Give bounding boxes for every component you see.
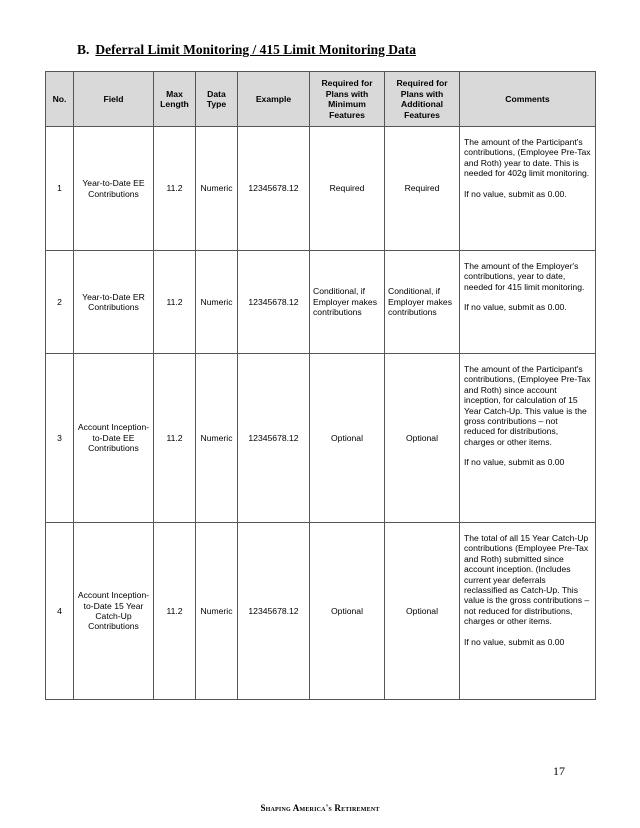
comment-description: The total of all 15 Year Catch-Up contributions (Employee Pre-Tax and Roth) submitted since account inception. (Includes current year deferrals reclassified as Catch-Up. This value is the gross contributions – not reduced for distributions, charges or other items.	[464, 533, 590, 627]
table-row	[46, 251, 596, 354]
table-header-row	[46, 72, 596, 127]
cell-required-minimum: Conditional, if Employer makes contributions	[310, 251, 385, 354]
header-example: Example	[238, 72, 310, 127]
cell-max-length: 11.2	[154, 127, 196, 251]
section-title: Deferral Limit Monitoring / 415 Limit Monitoring Data	[95, 42, 416, 57]
comment-description: The amount of the Participant's contributions, (Employee Pre-Tax and Roth) year to date. This is needed for 402g limit monitoring.	[464, 137, 591, 179]
cell-comments	[460, 251, 596, 354]
cell-required-minimum: Optional	[310, 523, 385, 700]
header-comments: Comments	[460, 72, 596, 127]
page-footer: Shaping America's Retirement	[260, 803, 380, 813]
cell-comments	[460, 127, 596, 251]
comment-description: The amount of the Employer's contributions, year to date, needed for 415 limit monitoring.	[464, 261, 585, 292]
cell-comments	[460, 523, 596, 700]
comment-default-value: If no value, submit as 0.00	[464, 636, 565, 647]
cell-field: Year-to-Date ER Contributions	[74, 251, 154, 354]
cell-required-additional: Conditional, if Employer makes contributions	[385, 251, 460, 354]
cell-field: Account Inception-to-Date 15 Year Catch-Up Contributions	[74, 523, 154, 700]
header-no: No.	[46, 72, 74, 127]
cell-data-type: Numeric	[196, 523, 238, 700]
header-required-additional: Required for Plans with Additional Features	[385, 72, 460, 127]
cell-required-additional: Optional	[385, 354, 460, 523]
cell-max-length: 11.2	[154, 354, 196, 523]
cell-data-type: Numeric	[196, 354, 238, 523]
cell-field: Year-to-Date EE Contributions	[74, 127, 154, 251]
cell-data-type: Numeric	[196, 251, 238, 354]
table-row	[46, 523, 596, 700]
page-number: 17	[553, 764, 565, 778]
cell-example: 12345678.12	[238, 354, 310, 523]
cell-field: Account Inception-to-Date EE Contributions	[74, 354, 154, 523]
cell-no: 2	[46, 251, 74, 354]
cell-required-minimum: Optional	[310, 354, 385, 523]
cell-example: 12345678.12	[238, 127, 310, 251]
cell-comments	[460, 354, 596, 523]
cell-max-length: 11.2	[154, 523, 196, 700]
table-row	[46, 127, 596, 251]
cell-no: 1	[46, 127, 74, 251]
comment-default-value: If no value, submit as 0.00.	[464, 302, 567, 313]
comment-default-value: If no value, submit as 0.00	[464, 457, 565, 468]
header-data-type: Data Type	[196, 72, 238, 127]
cell-required-additional: Required	[385, 127, 460, 251]
header-field: Field	[74, 72, 154, 127]
cell-no: 4	[46, 523, 74, 700]
header-required-minimum: Required for Plans with Minimum Features	[310, 72, 385, 127]
table-row	[46, 354, 596, 523]
cell-required-additional: Optional	[385, 523, 460, 700]
cell-example: 12345678.12	[238, 523, 310, 700]
cell-example: 12345678.12	[238, 251, 310, 354]
cell-max-length: 11.2	[154, 251, 196, 354]
data-fields-table	[45, 71, 596, 700]
header-max-length: Max Length	[154, 72, 196, 127]
cell-data-type: Numeric	[196, 127, 238, 251]
cell-no: 3	[46, 354, 74, 523]
comment-description: The amount of the Participant's contributions, (Employee Pre-Tax and Roth) since account inception, for calculation of 15 Year Catch-Up. This value is the gross contributions – not reduced for distributions, charges or other items.	[464, 364, 591, 447]
cell-required-minimum: Required	[310, 127, 385, 251]
section-heading	[77, 42, 416, 58]
section-letter: B.	[77, 42, 90, 57]
comment-default-value: If no value, submit as 0.00.	[464, 188, 567, 199]
